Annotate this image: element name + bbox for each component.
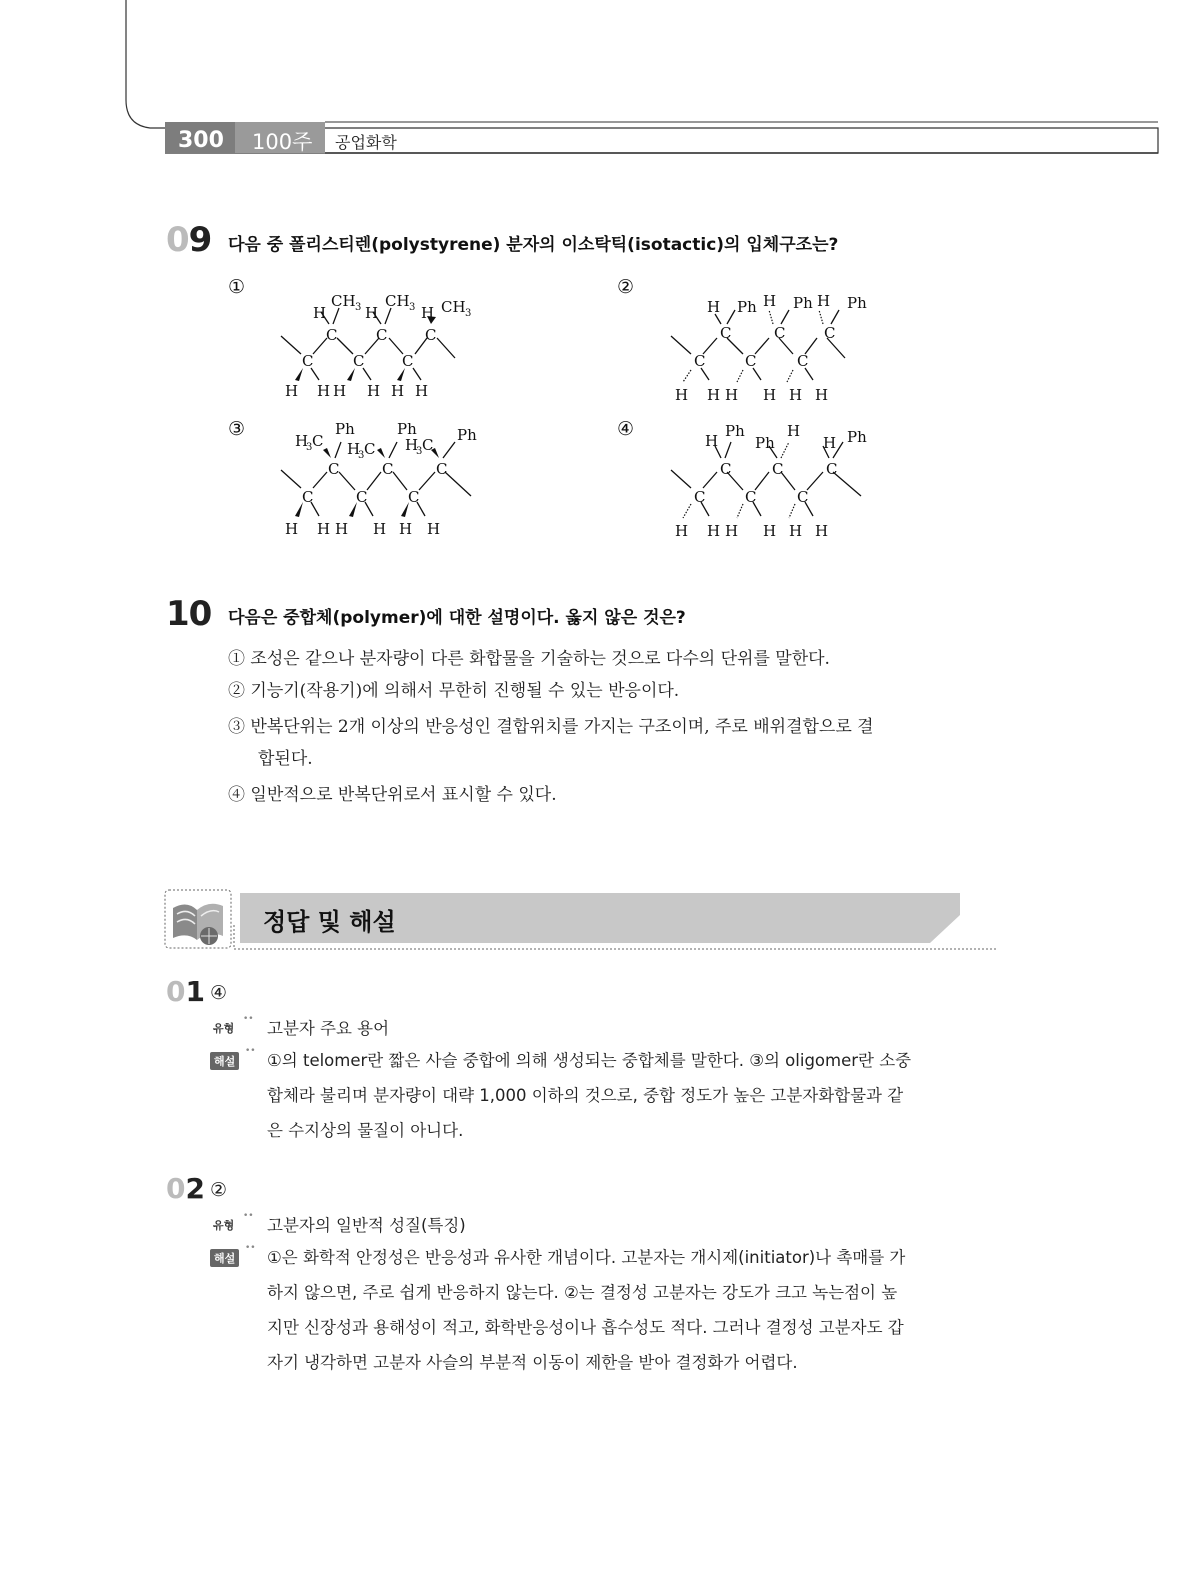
answer-02-number: 02	[166, 1172, 205, 1205]
svg-text:H: H	[763, 522, 777, 540]
answers-section-title: 정답 및 해설	[263, 908, 396, 936]
svg-text:H: H	[335, 520, 349, 538]
svg-text:H: H	[421, 304, 435, 322]
svg-text:H: H	[367, 382, 381, 400]
question-9-text: 다음 중 폴리스티렌(polystyrene) 분자의 이소탁틱(isotactic)의 입체구조는?	[228, 235, 839, 255]
q10-option-3-cont: 합된다.	[258, 749, 313, 769]
svg-text:C: C	[772, 460, 784, 478]
svg-text:C: C	[797, 352, 809, 370]
answer-02-explanation-line-1: ①은 화학적 안정성은 반응성과 유사한 개념이다. 고분자는 개시제(initiator)나 촉매를 가	[267, 1248, 906, 1267]
q10-option-1: ① 조성은 같으나 분자량이 다른 화합물을 기술하는 것으로 다수의 단위를 말한다.	[228, 649, 830, 669]
svg-text:C: C	[376, 326, 388, 344]
svg-text:H: H	[333, 382, 347, 400]
svg-text:C: C	[797, 488, 809, 506]
svg-text:H: H	[347, 440, 361, 458]
svg-text:H: H	[399, 520, 413, 538]
svg-text:H: H	[707, 298, 721, 316]
svg-text:Ph: Ph	[457, 426, 477, 444]
svg-text:H: H	[823, 434, 837, 452]
structure-1	[275, 288, 485, 406]
q10-option-3: ③ 반복단위는 2개 이상의 반응성인 결합위치를 가지는 구조이며, 주로 배위결합으로 결	[228, 717, 874, 737]
question-10-text: 다음은 중합체(polymer)에 대한 설명이다. 옳지 않은 것은?	[228, 608, 686, 628]
svg-text:3: 3	[465, 308, 472, 319]
svg-text:Ph: Ph	[847, 428, 867, 446]
answer-01-type-tag: 유형	[213, 1022, 235, 1035]
svg-text:H: H	[295, 432, 309, 450]
answer-01-explanation-line-1: ①의 telomer란 짧은 사슬 중합에 의해 생성되는 중합체를 말한다. ③의 oligomer란 소중	[267, 1051, 912, 1070]
answer-02-explanation-tag: 해설	[210, 1249, 239, 1267]
svg-text:H: H	[317, 382, 331, 400]
question-9-number: 09	[166, 220, 212, 260]
svg-text:H: H	[415, 382, 429, 400]
svg-text:C: C	[425, 326, 437, 344]
svg-text:Ph: Ph	[847, 294, 867, 312]
svg-text:C: C	[408, 488, 420, 506]
svg-text:CH: CH	[441, 298, 466, 316]
svg-text:H: H	[405, 436, 419, 454]
svg-text:H: H	[317, 520, 331, 538]
svg-text:H: H	[705, 432, 719, 450]
svg-text:H: H	[373, 520, 387, 538]
svg-text:3: 3	[355, 302, 362, 313]
svg-text:3: 3	[306, 442, 313, 453]
answer-02-type: 고분자의 일반적 성질(특징)	[267, 1216, 466, 1235]
svg-text:H: H	[391, 382, 405, 400]
answer-01-choice: ④	[210, 982, 228, 1004]
svg-text:Ph: Ph	[335, 420, 355, 438]
svg-text:H: H	[789, 386, 803, 404]
svg-text:Ph: Ph	[725, 422, 745, 440]
answer-01-explanation-line-3: 은 수지상의 물질이 아니다.	[267, 1121, 464, 1140]
svg-text:H: H	[427, 520, 441, 538]
svg-text:3: 3	[358, 450, 365, 461]
question-10-number: 10	[166, 594, 212, 634]
subject-label: 공업화학	[335, 133, 397, 152]
svg-text:C: C	[436, 460, 448, 478]
svg-text:C: C	[328, 460, 340, 478]
svg-text:H: H	[285, 520, 299, 538]
q10-option-2: ② 기능기(작용기)에 의해서 무한히 진행될 수 있는 반응이다.	[228, 681, 680, 701]
svg-text:H: H	[763, 292, 777, 310]
svg-text:3: 3	[416, 446, 423, 457]
q9-choice-4: ④	[617, 418, 635, 440]
svg-text:C: C	[326, 326, 338, 344]
svg-text:H: H	[763, 386, 777, 404]
answer-02-choice: ②	[210, 1179, 228, 1201]
svg-text:Ph: Ph	[397, 420, 417, 438]
structure-4	[665, 420, 880, 542]
svg-text:C: C	[720, 324, 732, 342]
q10-option-4: ④ 일반적으로 반복단위로서 표시할 수 있다.	[228, 785, 557, 805]
answer-02-explanation-line-4: 자기 냉각하면 고분자 사슬의 부분적 이동이 제한을 받아 결정화가 어렵다.	[267, 1353, 798, 1372]
answer-02-type-tag: 유형	[213, 1219, 235, 1232]
svg-text:H: H	[313, 304, 327, 322]
svg-text:CH: CH	[331, 292, 356, 310]
svg-text:H: H	[675, 386, 689, 404]
svg-text:H: H	[725, 522, 739, 540]
book-icon	[167, 892, 229, 948]
explanation-tag-dots-icon: ••	[245, 1243, 256, 1253]
svg-text:C: C	[402, 352, 414, 370]
svg-text:H: H	[707, 522, 721, 540]
svg-text:C: C	[364, 440, 376, 458]
answer-01-number: 01	[166, 975, 205, 1008]
svg-text:H: H	[789, 522, 803, 540]
svg-text:H: H	[817, 292, 831, 310]
q9-choice-2: ②	[617, 276, 635, 298]
svg-text:C: C	[422, 436, 434, 454]
type-tag-dots-icon: ••	[243, 1014, 254, 1024]
svg-text:Ph: Ph	[755, 434, 775, 452]
answer-01-explanation-line-2: 합체라 불리며 분자량이 대략 1,000 이하의 것으로, 중합 정도가 높은 고분자화합물과 같	[267, 1086, 904, 1105]
structure-2	[665, 288, 880, 406]
svg-text:Ph: Ph	[793, 294, 813, 312]
q9-choice-3: ③	[228, 418, 246, 440]
svg-text:C: C	[826, 460, 838, 478]
svg-text:C: C	[745, 352, 757, 370]
svg-text:H: H	[787, 422, 801, 440]
svg-text:C: C	[745, 488, 757, 506]
structure-3	[275, 420, 490, 542]
svg-text:H: H	[285, 382, 299, 400]
svg-text:C: C	[302, 352, 314, 370]
svg-text:C: C	[774, 324, 786, 342]
page-number: 300	[178, 128, 224, 153]
svg-text:H: H	[365, 304, 379, 322]
svg-text:3: 3	[409, 302, 416, 313]
svg-text:C: C	[694, 352, 706, 370]
svg-text:H: H	[707, 386, 721, 404]
svg-text:H: H	[725, 386, 739, 404]
week-label: 100주	[252, 130, 313, 154]
svg-text:C: C	[353, 352, 365, 370]
svg-text:H: H	[675, 522, 689, 540]
answer-02-explanation-line-3: 지만 신장성과 용해성이 적고, 화학반응성이나 흡수성도 적다. 그러나 결정성 고분자도 갑	[267, 1318, 904, 1337]
q9-choice-1: ①	[228, 276, 246, 298]
answer-01-explanation-tag: 해설	[210, 1052, 239, 1070]
svg-text:C: C	[824, 324, 836, 342]
svg-text:C: C	[312, 432, 324, 450]
svg-text:C: C	[720, 460, 732, 478]
svg-text:C: C	[302, 488, 314, 506]
svg-text:C: C	[694, 488, 706, 506]
explanation-tag-dots-icon: ••	[245, 1046, 256, 1056]
svg-text:CH: CH	[385, 292, 410, 310]
svg-text:C: C	[356, 488, 368, 506]
svg-text:Ph: Ph	[737, 298, 757, 316]
type-tag-dots-icon: ••	[243, 1211, 254, 1221]
svg-text:H: H	[815, 386, 829, 404]
answer-02-explanation-line-2: 하지 않으면, 주로 쉽게 반응하지 않는다. ②는 결정성 고분자는 강도가 크고 녹는점이 높	[267, 1283, 898, 1302]
svg-text:C: C	[382, 460, 394, 478]
svg-text:H: H	[815, 522, 829, 540]
answer-01-type: 고분자 주요 용어	[267, 1019, 390, 1038]
